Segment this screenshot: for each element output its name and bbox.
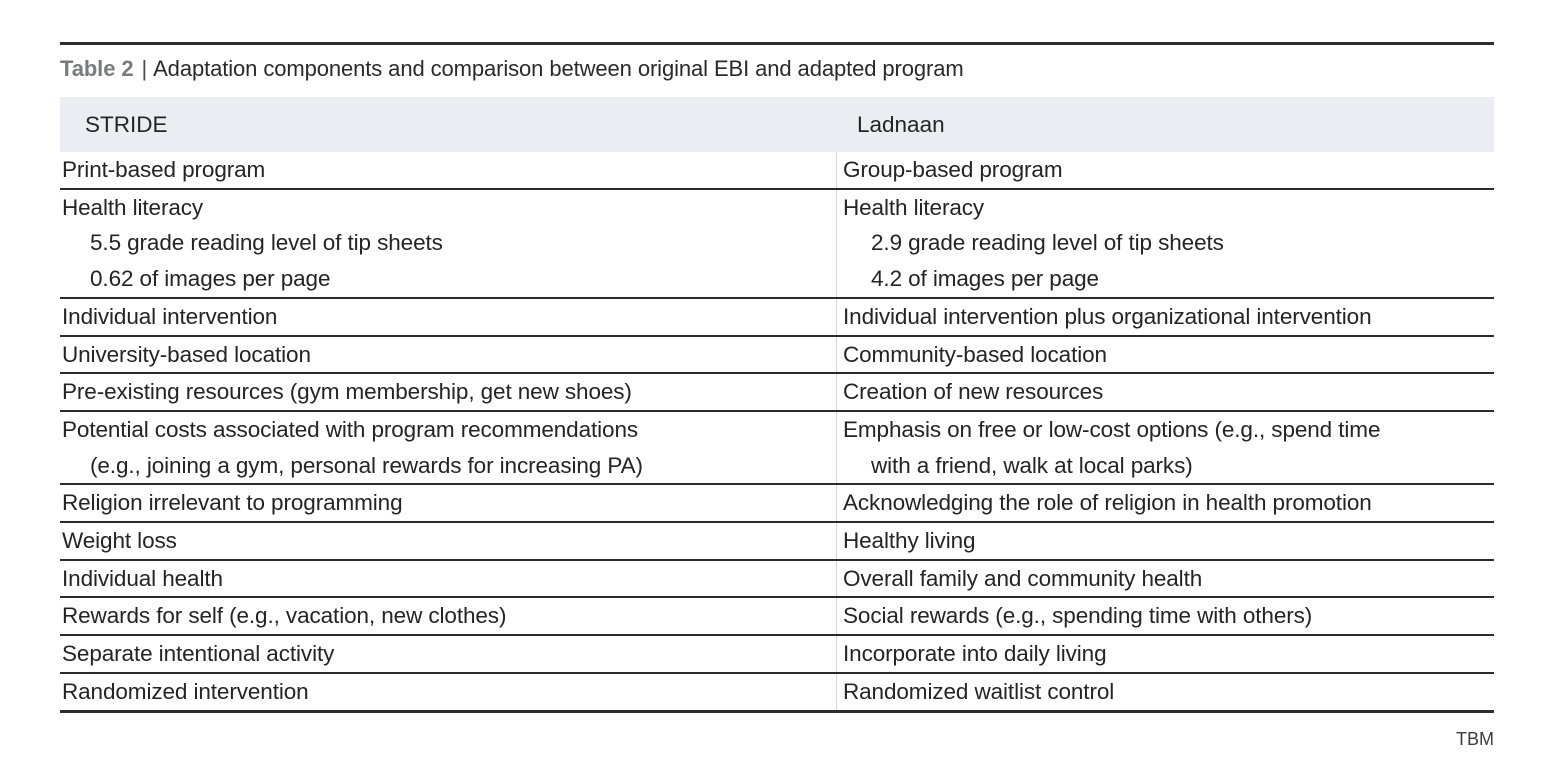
- ladnaan-cell: [836, 674, 1494, 710]
- ladnaan-cell: [836, 190, 1494, 297]
- column-header-ladnaan: Ladnaan: [857, 111, 945, 137]
- cell-line: University-based location: [62, 341, 311, 367]
- cell-line: Healthy living: [843, 528, 976, 554]
- stride-cell: [60, 412, 836, 483]
- table-row: [60, 523, 1494, 561]
- table-header-row: [60, 97, 1494, 152]
- cell-line: Weight loss: [62, 528, 177, 554]
- table-row: [60, 485, 1494, 523]
- cell-line: Group-based program: [843, 157, 1063, 182]
- cell-line: Potential costs associated with program recommendations: [62, 416, 639, 442]
- stride-cell: [60, 523, 836, 559]
- stride-cell: [60, 561, 836, 597]
- stride-cell: [60, 337, 836, 373]
- cell-line: Rewards for self (e.g., vacation, new clothes): [62, 603, 507, 629]
- stride-cell: [60, 636, 836, 672]
- cell-line: Emphasis on free or low-cost options (e.g., spend time: [843, 416, 1381, 442]
- stride-cell: [60, 598, 836, 634]
- cell-line: 4.2 of images per page: [871, 266, 1099, 292]
- ladnaan-cell: [836, 636, 1494, 672]
- journal-footer-label: TBM: [1456, 728, 1494, 749]
- ladnaan-cell: [836, 374, 1494, 410]
- ladnaan-cell: [836, 485, 1494, 521]
- cell-line: 2.9 grade reading level of tip sheets: [871, 230, 1224, 256]
- top-rule: [60, 42, 1494, 45]
- table-row: [60, 636, 1494, 674]
- ladnaan-cell: [836, 412, 1494, 483]
- table-caption: [60, 55, 1494, 82]
- ladnaan-cell: [836, 561, 1494, 597]
- stride-cell: [60, 674, 836, 710]
- table-row: [60, 152, 1494, 190]
- cell-line: Separate intentional activity: [62, 641, 335, 667]
- stride-cell: [60, 299, 836, 335]
- cell-line: Randomized intervention: [62, 678, 309, 704]
- cell-line: Religion irrelevant to programming: [62, 490, 403, 516]
- stride-cell: [60, 485, 836, 521]
- stride-cell: [60, 374, 836, 410]
- stride-cell: [60, 152, 836, 188]
- cell-line: Print-based program: [62, 157, 266, 182]
- table-row: [60, 374, 1494, 412]
- cell-line: Incorporate into daily living: [843, 641, 1107, 667]
- table-row: [60, 561, 1494, 599]
- cell-line: Pre-existing resources (gym membership, get new shoes): [62, 379, 632, 405]
- cell-line: (e.g., joining a gym, personal rewards for increasing PA): [90, 452, 643, 478]
- cell-line: Individual intervention: [62, 303, 278, 329]
- cell-line: Community-based location: [843, 341, 1107, 367]
- table-row: [60, 598, 1494, 636]
- table-body: [60, 152, 1494, 713]
- cell-line: Overall family and community health: [843, 565, 1203, 591]
- ladnaan-cell: [836, 152, 1494, 188]
- cell-line: 0.62 of images per page: [90, 266, 331, 292]
- cell-line: Social rewards (e.g., spending time with others): [843, 603, 1313, 629]
- stride-cell: [60, 190, 836, 297]
- ladnaan-cell: [836, 299, 1494, 335]
- table-number-label: Table 2: [60, 56, 134, 81]
- cell-line: Randomized waitlist control: [843, 678, 1115, 704]
- cell-line: Creation of new resources: [843, 379, 1104, 405]
- table-row: [60, 299, 1494, 337]
- journal-table: [60, 42, 1494, 750]
- cell-line: 5.5 grade reading level of tip sheets: [90, 230, 443, 256]
- ladnaan-cell: [836, 337, 1494, 373]
- ladnaan-cell: [836, 523, 1494, 559]
- caption-text: Adaptation components and comparison between original EBI and adapted program: [153, 56, 964, 81]
- cell-line: Individual health: [62, 565, 223, 591]
- cell-line: with a friend, walk at local parks): [871, 452, 1193, 478]
- cell-line: Acknowledging the role of religion in health promotion: [843, 490, 1372, 516]
- cell-line: Health literacy: [62, 194, 204, 220]
- cell-line: Individual intervention plus organizational intervention: [843, 303, 1372, 329]
- ladnaan-cell: [836, 598, 1494, 634]
- table-row: [60, 412, 1494, 485]
- table-row: [60, 337, 1494, 375]
- caption-separator: |: [141, 56, 148, 81]
- table-row: [60, 190, 1494, 299]
- cell-line: Health literacy: [843, 194, 985, 220]
- table-row: [60, 674, 1494, 713]
- column-header-stride: STRIDE: [85, 111, 168, 137]
